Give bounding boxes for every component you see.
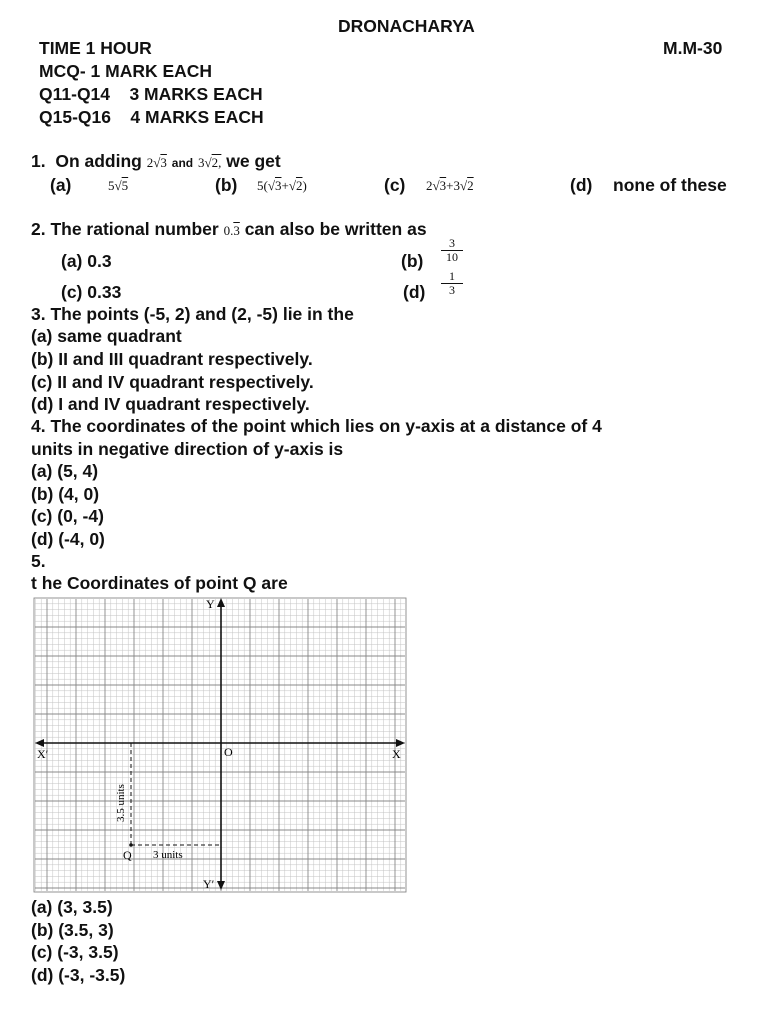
q1-question — [31, 151, 281, 173]
q1-option-b-value: 5(√3+√2) — [257, 178, 307, 193]
x-axis-arrow-left — [35, 739, 44, 747]
q1-option-d-text: none of these — [613, 175, 727, 195]
major-grid-lines — [34, 598, 406, 892]
grid-border — [34, 598, 406, 892]
q2-recurring-decimal: 0.3 — [223, 223, 240, 238]
q2-option-b-label: (b) — [401, 251, 424, 271]
q4-option-d: (d) (-4, 0) — [31, 529, 105, 549]
q1-term2: 3√2, — [197, 155, 222, 170]
q5-question: t he Coordinates of point Q are — [31, 573, 288, 593]
point-q-label: Q — [123, 848, 132, 862]
exam-duration: TIME 1 HOUR — [39, 38, 152, 58]
q1-option-b-label: (b) — [215, 175, 238, 195]
q2-option-a: (a) 0.3 — [61, 251, 112, 271]
x-axis-label: X — [392, 747, 401, 761]
q2-text-end: can also be written as — [244, 219, 427, 239]
horizontal-measure-label: 3 units — [153, 849, 183, 861]
q4-option-b: (b) (4, 0) — [31, 484, 100, 504]
school-name: DRONACHARYA — [338, 16, 475, 36]
mcq-marks-line: MCQ- 1 MARK EACH — [39, 61, 213, 81]
q3-option-b: (b) II and III quadrant respectively. — [31, 349, 313, 369]
q3-option-c: (c) II and IV quadrant respectively. — [31, 372, 314, 392]
q1-option-d-label: (d) — [570, 175, 593, 195]
q1-number: 1. — [31, 151, 46, 171]
q3-option-a: (a) same quadrant — [31, 326, 182, 346]
q3-option-d: (d) I and IV quadrant respectively. — [31, 394, 310, 414]
coordinate-grid-figure — [33, 597, 407, 893]
q3-question: 3. The points (-5, 2) and (2, -5) lie in the — [31, 304, 354, 324]
q4-question-line-1: 4. The coordinates of the point which lies on y-axis at a distance of 4 — [31, 416, 602, 436]
q5-number: 5. — [31, 551, 46, 571]
y-negative-label: Y′ — [203, 877, 215, 891]
q15-q16-marks-line: Q15-Q16 4 MARKS EACH — [39, 107, 264, 127]
q4-option-a: (a) (5, 4) — [31, 461, 99, 481]
x-axis-arrow-right — [396, 739, 405, 747]
q1-text-start: On adding — [55, 151, 142, 171]
q2-option-c: (c) 0.33 — [61, 282, 122, 302]
q11-q14-marks-line: Q11-Q14 3 MARKS EACH — [39, 84, 263, 104]
q1-option-c-value: 2√3+3√2 — [426, 178, 474, 193]
q4-option-c: (c) (0, -4) — [31, 506, 104, 526]
q1-term1: 2√3 — [146, 155, 167, 170]
q2-text-start: 2. The rational number — [31, 219, 219, 239]
q1-option-a-label: (a) — [50, 175, 72, 195]
max-marks: M.M-30 — [663, 38, 723, 58]
q5-option-b: (b) (3.5, 3) — [31, 920, 114, 940]
q4-question-line-2: units in negative direction of y-axis is — [31, 439, 344, 459]
y-axis-arrow-up — [217, 598, 225, 607]
origin-label: O — [224, 745, 233, 759]
minor-grid-lines — [35, 599, 405, 891]
q2-option-d-label: (d) — [403, 282, 426, 302]
q5-option-a: (a) (3, 3.5) — [31, 897, 113, 917]
y-axis-label: Y — [206, 597, 215, 611]
q5-option-d: (d) (-3, -3.5) — [31, 965, 126, 985]
q2-option-d-fraction: $\frac{1}{3}$ — [441, 270, 463, 297]
q1-option-a-value: 5√5 — [108, 178, 129, 193]
q1-and: and — [171, 156, 194, 170]
y-axis-arrow-down — [217, 881, 225, 890]
q5-option-c: (c) (-3, 3.5) — [31, 942, 119, 962]
x-negative-label: X′ — [37, 747, 49, 761]
q1-text-end: we get — [226, 151, 281, 171]
q1-option-c-label: (c) — [384, 175, 406, 195]
vertical-measure-label: 3.5 units — [115, 784, 127, 822]
point-q — [129, 843, 133, 847]
q2-option-b-fraction: $\frac{3}{10}$ — [441, 237, 463, 264]
q2-question — [31, 219, 427, 241]
